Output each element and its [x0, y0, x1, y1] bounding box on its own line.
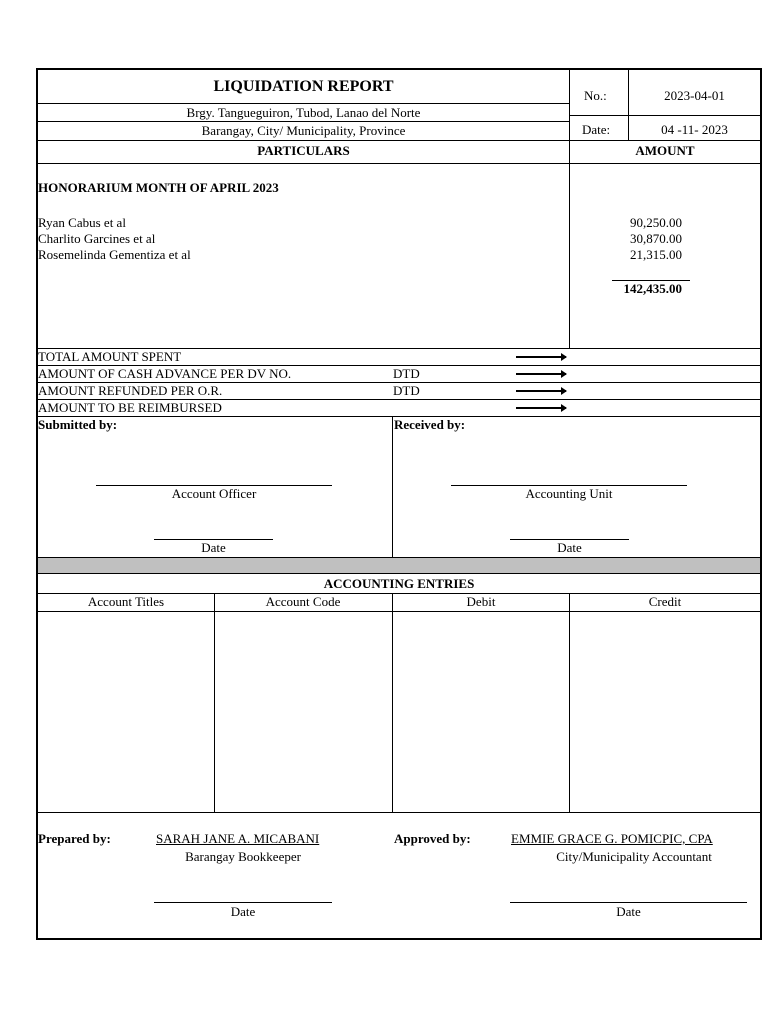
arrow-icon	[516, 356, 566, 358]
approved-date-caption: Date	[616, 904, 641, 919]
no-value: 2023-04-01	[664, 88, 725, 103]
summary-dtd-2: DTD	[393, 383, 420, 398]
approved-date-line	[510, 902, 747, 903]
item-name-2: Charlito Garcines et al	[38, 231, 156, 246]
barangay-text: Brgy. Tangueguiron, Tubod, Lanao del Norte	[186, 105, 421, 120]
item-amount-3: 21,315.00	[630, 247, 682, 262]
amount-column-divider	[569, 163, 570, 348]
approved-by-name: EMMIE GRACE G. POMICPIC, CPA	[511, 831, 713, 846]
submitted-by-label: Submitted by:	[38, 417, 118, 432]
honorarium-subject: HONORARIUM MONTH OF APRIL 2023	[38, 180, 279, 195]
entries-divider-1	[214, 593, 215, 812]
arrow-icon	[516, 407, 566, 409]
column-debit: Debit	[466, 594, 496, 609]
prepared-date-line	[154, 902, 332, 903]
amount-heading: AMOUNT	[635, 143, 695, 158]
summary-label-total-spent: TOTAL AMOUNT SPENT	[38, 349, 182, 364]
received-date-caption: Date	[557, 540, 582, 555]
location-caption: Barangay, City/ Municipality, Province	[201, 123, 406, 138]
entries-line-2	[38, 611, 760, 612]
prepared-by-label: Prepared by:	[38, 831, 111, 846]
summary-label-refunded: AMOUNT REFUNDED PER O.R.	[38, 383, 223, 398]
item-name-3: Rosemelinda Gementiza et al	[38, 247, 191, 262]
column-account-titles: Account Titles	[87, 594, 165, 609]
header-line-2	[38, 121, 569, 122]
item-name-1: Ryan Cabus et al	[38, 215, 126, 230]
arrow-icon	[516, 373, 566, 375]
accounting-unit-caption: Accounting Unit	[525, 486, 613, 501]
submitted-date-caption: Date	[201, 540, 226, 555]
prepared-by-name: SARAH JANE A. MICABANI	[156, 831, 320, 846]
approved-by-title: City/Municipality Accountant	[556, 849, 712, 864]
header-line-no	[569, 115, 760, 116]
date-value: 04 -11- 2023	[661, 122, 728, 137]
column-credit: Credit	[648, 594, 682, 609]
account-officer-caption: Account Officer	[171, 486, 257, 501]
signature-divider	[392, 416, 393, 557]
particulars-heading: PARTICULARS	[257, 143, 350, 158]
prepared-by-title: Barangay Bookkeeper	[185, 849, 301, 864]
header-line-3	[38, 140, 760, 141]
item-amount-2: 30,870.00	[630, 231, 682, 246]
report-title: LIQUIDATION REPORT	[213, 78, 394, 95]
header-line-1	[38, 103, 569, 104]
item-amount-1: 90,250.00	[630, 215, 682, 230]
entries-divider-3	[569, 593, 570, 812]
prepared-date-caption: Date	[230, 904, 256, 919]
accounting-entries-heading: ACCOUNTING ENTRIES	[323, 576, 475, 591]
date-label: Date:	[582, 122, 611, 137]
entries-divider-2	[392, 593, 393, 812]
summary-label-cash-advance: AMOUNT OF CASH ADVANCE PER DV NO.	[38, 366, 292, 381]
approved-by-label: Approved by:	[394, 831, 471, 846]
liquidation-report-form	[36, 68, 762, 940]
separator-band	[38, 557, 760, 574]
no-label: No.:	[584, 88, 607, 103]
particulars-header-line	[38, 163, 760, 164]
summary-dtd-1: DTD	[393, 366, 420, 381]
column-account-code: Account Code	[265, 594, 341, 609]
arrow-icon	[516, 390, 566, 392]
received-by-label: Received by:	[394, 417, 466, 432]
summary-label-reimbursed: AMOUNT TO BE REIMBURSED	[38, 400, 222, 415]
entries-bottom-line	[38, 812, 760, 813]
total-amount: 142,435.00	[623, 281, 682, 296]
